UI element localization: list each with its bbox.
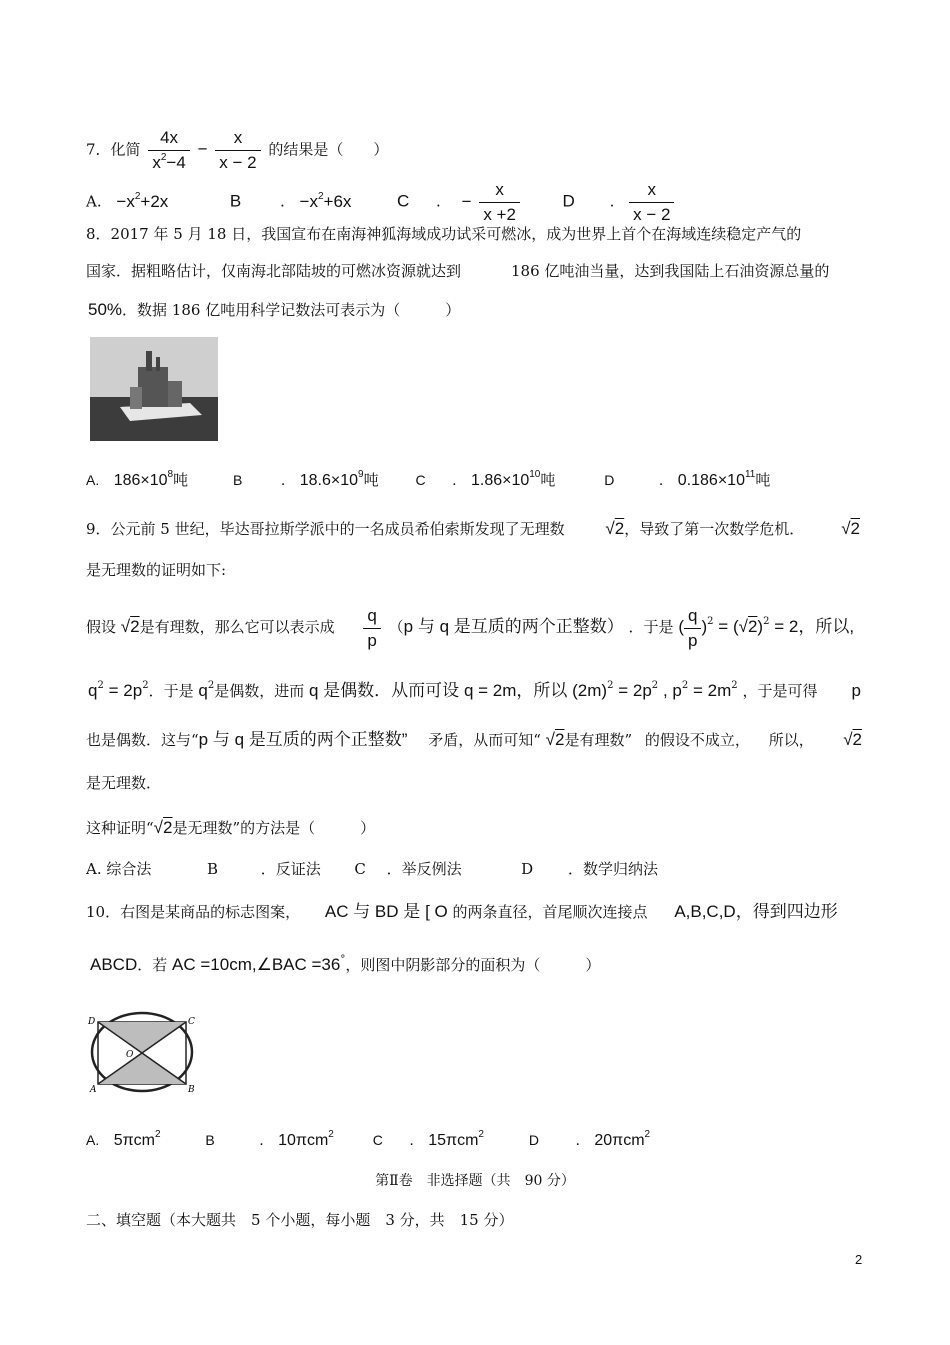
q10-option-a-label: A. [86,1132,100,1148]
q9-line-2: 是无理数的证明如下: [86,561,227,579]
q10-option-b: 10πcm$^2$ [278,1129,334,1149]
q7-option-b-label: B [229,191,242,211]
platform-icon [90,337,218,441]
q10-option-a: 5πcm$^2$ [113,1129,161,1149]
q10-option-d: 20πcm$^2$ [594,1129,651,1149]
figure-label-d: D [88,1017,96,1027]
q9-line-1: 9．公元前 5 世纪，毕达哥拉斯学派中的一名成员希伯索斯发现了无理数 √2，导致了第一次数学危机． √2 [86,519,860,538]
q10-option-c-label: C [372,1132,383,1148]
q9-line-5: 也是偶数．这与“p 与 q 是互质的两个正整数” 矛盾，从而可知“ √2是有理数” 的假设不成立， 所以， √2 [86,730,862,749]
q8-option-b: $18.6\times 10^9$ [299,469,364,489]
q7-option-c-label: C [396,191,410,211]
figure-label-a: A [90,1085,97,1094]
q9-option-d: ．数学归纳法 [567,860,658,878]
q9-options [86,859,658,879]
q8-option-a-label: A. [86,472,100,488]
figure-label-c: C [188,1017,195,1027]
q9-option-d-label: D [521,860,534,878]
q10-option-b-label: B [205,1132,215,1148]
q9-option-b: ．反证法 [260,860,321,878]
q7-options: A. $-x^2+2x$ B . $-x^2+6x$ C . − $\frac{x}{x +2}$ D . $\frac{x}{x - 2}$ [86,180,677,225]
oil-platform-photo [90,337,218,441]
q7-stem: 7．化简 $\frac{4x}{x^2-4}$ − $\frac{x}{x - 2}$ 的结果是（ ） [86,128,389,172]
q9-line-6: 是无理数． [86,774,162,792]
q8-line-3: 50%．数据 186 亿吨用科学记数法可表示为（ ） [88,300,461,319]
page-number: 2 [855,1252,863,1267]
q9-line-4: $q^2 = 2p^2$．于是 $q^2$是偶数，进而 q 是偶数．从而可设 q = 2m，所以 $(2m)^2 = 2p^2$ , $p^2 = 2m^2$ ，于是可得 p [88,680,861,700]
q7-option-d-label: D [562,191,575,211]
q9-option-c-label: C [354,860,366,878]
q10-option-c: 15πcm$^2$ [428,1129,484,1149]
q7-option-b: $-x^2+6x$ [299,190,352,211]
q9-option-c: ．举反例法 [386,860,462,878]
q7-option-c: $\frac{x}{x +2}$ [479,180,520,225]
figure-label-o: O [126,1050,134,1060]
q9-option-b-label: B [206,860,218,878]
figure-label-b: B [188,1085,195,1094]
q7-option-a: $-x^2+2x$ [116,190,169,211]
q7-option-a-label: A. [86,192,102,211]
q9-fraction-q-p: $\frac{q}{p}$ [363,606,380,651]
q9-option-a: A. 综合法 [86,860,152,878]
q9-line-3: 假设 √2是有理数，那么它可以表示成 $\frac{q}{p}$ （p 与 q 是互质的两个正整数） ．于是 ( $\frac{q}{p}$ )$^2 = (√2)^2 = 2$，所以, [86,605,855,650]
section-title: 第Ⅱ卷 非选择题（共 90 分） [375,1173,575,1189]
q8-option-a: $186\times 10^8$ [113,469,174,489]
q8-options: A. $186\times 10^8$吨 B . $18.6\times 10^9$吨 C . $1.86\times 10^{10}$吨 D . $0.186\times 10^{11}$吨 [86,469,771,489]
q7-fraction-2: $\frac{x}{x - 2}$ [215,128,260,173]
q8-option-c-label: C [415,472,426,488]
q10-option-d-label: D [528,1132,540,1148]
q8-line-1: 8．2017 年 5 月 18 日，我国宣布在南海神狐海域成功试采可燃冰，成为世界上首个在海域连续稳定产气的 [86,225,802,243]
q7-option-d: $\frac{x}{x - 2}$ [629,180,674,225]
q8-option-d: $0.186\times 10^{11}$ [677,469,756,489]
q8-option-c: $1.86\times 10^{10}$ [470,469,541,489]
q7-label: 7．化简 [86,140,141,159]
logo-figure [84,1010,204,1094]
q10-line-1: 10．右图是某商品的标志图案， AC 与 BD 是 [ O 的两条直径，首尾顺次连接点 A,B,C,D，得到四边形 [86,902,838,921]
q10-options: A. 5πcm$^2$ B . 10πcm$^2$ C . 15πcm$^2$ D . 20πcm$^2$ [86,1129,651,1149]
q9-line-7: 这种证明“√2是无理数”的方法是（ ） [86,818,376,837]
q8-line-2: 国家．据粗略估计，仅南海北部陆坡的可燃冰资源就达到 186 亿吨油当量，达到我国陆上石油资源总量的 [86,262,830,280]
part-two-heading: 二、填空题（本大题共 5 个小题，每小题 3 分，共 15 分） [86,1211,514,1229]
q7-fraction-1: $\frac{4x}{x^2-4}$ [148,128,189,173]
q8-option-b-label: B [233,472,243,488]
q10-line-2: ABCD．若 AC =10cm,∠BAC =36°，则图中阴影部分的面积为（ ） [90,954,601,974]
q8-option-d-label: D [604,472,615,488]
